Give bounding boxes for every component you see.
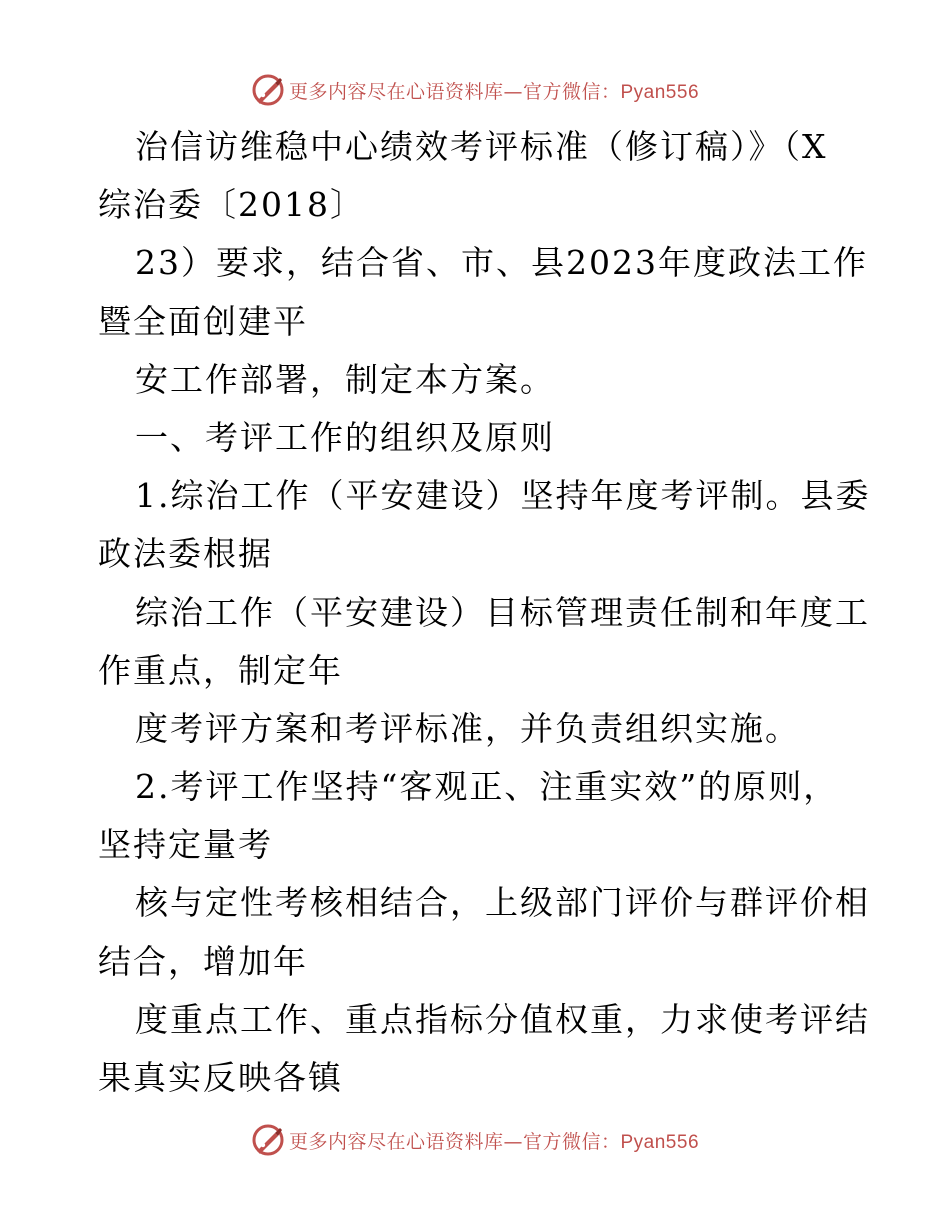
footer-watermark: [0, 1120, 950, 1160]
text-line: 23）要求，结合省、市、县2023年度政法工作: [135, 243, 868, 283]
text-line: 安工作部署，制定本方案。: [135, 359, 555, 399]
text-line: 综治委〔2018〕: [98, 185, 365, 225]
text-line: 2.考评工作坚持“客观正、注重实效”的原则，: [135, 767, 839, 807]
text-line: 暨全面创建平: [98, 301, 308, 341]
text-line: 政法委根据: [98, 534, 273, 574]
watermark-text: 更多内容尽在心语资料库—官方微信：Pyan556: [288, 1130, 700, 1153]
text-line: 治信访维稳中心绩效考评标准（修订稿）》（X: [135, 127, 828, 166]
pen-logo-icon: [251, 1123, 285, 1157]
watermark-text: 更多内容尽在心语资料库—官方微信：Pyan556: [288, 80, 700, 103]
text-line: 度考评方案和考评标准，并负责组织实施。: [135, 708, 800, 748]
text-line: 一、考评工作的组织及原则: [135, 417, 555, 457]
pen-logo-icon: [251, 73, 285, 107]
text-line: 1.综治工作（平安建设）坚持年度考评制。县委: [135, 476, 871, 516]
text-line: 坚持定量考: [98, 825, 273, 865]
document-body: [98, 118, 871, 1107]
text-line: 作重点，制定年: [98, 650, 343, 690]
text-line: 综治工作（平安建设）目标管理责任制和年度工: [135, 592, 870, 632]
text-line: 果真实反映各镇: [98, 1058, 343, 1097]
header-watermark: [0, 70, 950, 110]
text-line: 结合，增加年: [98, 941, 308, 981]
text-line: 度重点工作、重点指标分值权重，力求使考评结: [135, 999, 870, 1039]
text-line: 核与定性考核相结合，上级部门评价与群评价相: [135, 883, 870, 923]
